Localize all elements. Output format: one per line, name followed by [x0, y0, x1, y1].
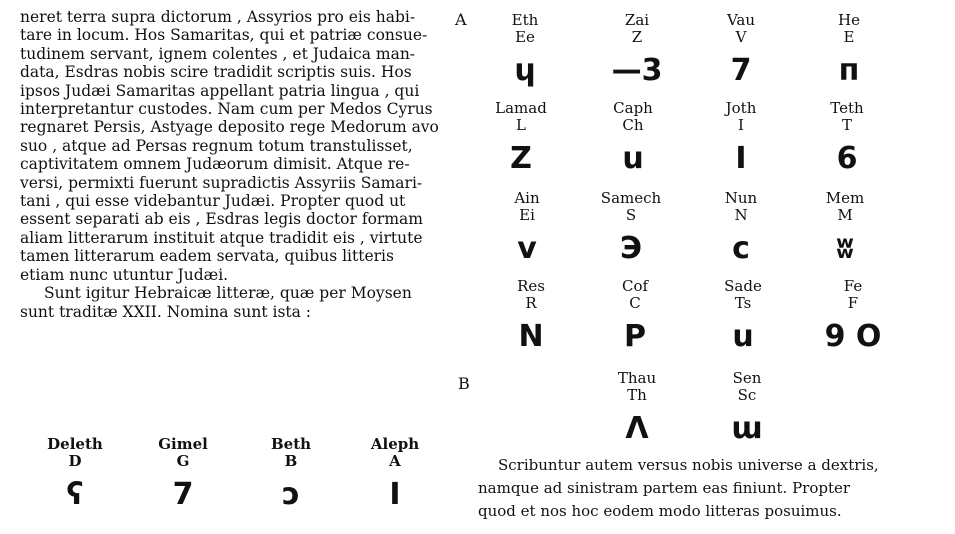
text-line: tare in locum. Hos Samaritas, qui et patriæ consue- — [20, 26, 428, 45]
glyph-icon: ɔ — [282, 477, 300, 512]
letter-name: Thau — [617, 369, 657, 387]
letter-translit: Th — [627, 386, 647, 404]
glyph-icon: 9 O — [824, 319, 882, 354]
letter-translit: Ts — [734, 294, 752, 312]
letter-name: Caph — [613, 99, 653, 117]
glyph-icon: v — [517, 231, 537, 266]
text-line: interpretantur custodes. Nam cum per Medos Cyrus — [20, 100, 433, 119]
glyph-icon: I — [389, 477, 401, 512]
latin-text-block — [20, 8, 452, 321]
letter-aleph — [350, 436, 440, 512]
letter-name: Gimel — [158, 435, 208, 453]
glyph-icon: Z — [510, 141, 532, 176]
letter-translit: M — [837, 206, 853, 224]
letter-name: Sen — [732, 369, 762, 387]
letter-translit: Sc — [737, 386, 757, 404]
letter-name: Teth — [830, 99, 864, 117]
letter-nun — [696, 190, 786, 266]
letter-sade — [698, 278, 788, 354]
letter-name: Cof — [621, 277, 649, 295]
glyph-icon: Λ — [625, 411, 649, 446]
glyph-icon: c — [732, 231, 750, 266]
letter-mem — [800, 190, 890, 266]
letter-name: Beth — [270, 435, 312, 453]
letter-name: Samech — [600, 189, 662, 207]
text-line: ipsos Judæi Samaritas appellant patria lingua , qui — [20, 81, 420, 100]
letter-joth — [696, 100, 786, 176]
letter-name: Res — [517, 277, 545, 295]
glyph-icon: P — [624, 319, 646, 354]
text-line: suo , atque ad Persas regnum totum transtulisset, — [20, 136, 413, 155]
text-line: aliam litterarum instituit atque tradidit eis , virtute — [20, 228, 423, 247]
text-line: namque ad sinistram partem eas finiunt. Propter — [478, 479, 851, 497]
letter-translit: V — [735, 28, 747, 46]
letter-vau — [696, 12, 786, 88]
glyph-icon: u — [732, 319, 754, 354]
marker-b: B — [458, 374, 470, 393]
letter-translit: T — [841, 116, 852, 134]
letter-name: Ain — [514, 189, 540, 207]
glyph-icon: ɯ — [731, 411, 763, 446]
letter-res — [486, 278, 576, 354]
letter-ain — [482, 190, 572, 266]
glyph-icon: Э — [619, 231, 643, 266]
letter-translit: Z — [631, 28, 643, 46]
text-line: sunt traditæ XXII. Nomina sunt ista : — [20, 302, 312, 321]
letter-name: Lamad — [495, 99, 547, 117]
glyph-icon: u — [622, 141, 644, 176]
glyph-icon: 7 — [172, 477, 194, 512]
letter-fe — [808, 278, 898, 354]
letter-translit: D — [68, 452, 82, 470]
text-line: Sunt igitur Hebraicæ litteræ, quæ per Moysen — [44, 284, 412, 303]
letter-eth — [480, 12, 570, 88]
glyph-icon: I — [735, 141, 747, 176]
letter-translit: N — [734, 206, 748, 224]
text-line: quod et nos hoc eodem modo litteras posuimus. — [478, 502, 842, 520]
glyph-icon: 7 — [730, 53, 752, 88]
letter-name: Eth — [511, 11, 539, 29]
letter-translit: G — [176, 452, 190, 470]
glyph-icon: ɥ — [514, 53, 536, 88]
glyph-icon: —3 — [611, 53, 663, 88]
letter-translit: I — [738, 116, 744, 134]
letter-gimel — [138, 436, 228, 512]
letter-caph — [588, 100, 678, 176]
letter-translit: E — [843, 28, 855, 46]
letter-name: Joth — [725, 99, 757, 117]
letter-name: Deleth — [47, 435, 103, 453]
text-line: data, Esdras nobis scire tradidit scriptis suis. Hos — [20, 63, 412, 82]
letter-sen — [702, 370, 792, 446]
letter-samech — [586, 190, 676, 266]
letter-translit: Ei — [519, 206, 535, 224]
text-line: tamen litterarum eadem servata, quibus litteris — [20, 247, 394, 266]
text-line: etiam nunc utuntur Judæi. — [20, 265, 229, 284]
letter-translit: L — [516, 116, 526, 134]
letter-name: Nun — [724, 189, 758, 207]
letter-name: Vau — [726, 11, 756, 29]
letter-beth — [246, 436, 336, 512]
glyph-icon: ʬ — [836, 231, 854, 266]
letter-thau — [592, 370, 682, 446]
letter-he — [804, 12, 894, 88]
letter-translit: R — [525, 294, 537, 312]
text-line: versi, permixti fuerunt supradictis Assyriis Samari- — [20, 173, 423, 192]
letter-deleth — [30, 436, 120, 512]
text-line: Scribuntur autem versus nobis universe a dextris, — [498, 456, 879, 474]
glyph-icon: ʕ — [66, 477, 84, 512]
letter-name: Zai — [624, 11, 650, 29]
text-line: captivitatem omnem Judæorum dimisit. Atque re- — [20, 155, 410, 174]
letter-translit: F — [847, 294, 859, 312]
letter-translit: C — [629, 294, 641, 312]
glyph-icon: 6 — [836, 141, 858, 176]
letter-name: Sade — [724, 277, 762, 295]
marker-a: A — [455, 10, 467, 29]
text-line: essent separati ab eis , Esdras legis doctor formam — [20, 210, 423, 229]
letter-translit: Ch — [622, 116, 644, 134]
letter-teth — [802, 100, 892, 176]
letter-translit: S — [625, 206, 637, 224]
letter-cof — [590, 278, 680, 354]
letter-zai — [592, 12, 682, 88]
letter-name: He — [838, 11, 860, 29]
letter-translit: A — [389, 452, 401, 470]
glyph-icon: N — [518, 319, 544, 354]
text-line: tani , qui esse videbantur Judæi. Propter quod ut — [20, 192, 406, 211]
letter-lamad — [476, 100, 566, 176]
letter-name: Aleph — [370, 435, 420, 453]
scribuntur-text-block — [478, 454, 903, 523]
text-line: neret terra supra dictorum , Assyrios pro eis habi- — [20, 8, 416, 26]
letter-name: Mem — [825, 189, 865, 207]
glyph-icon: ᴨ — [838, 53, 860, 88]
text-line: tudinem servant, ignem colentes , et Judaica man- — [20, 44, 416, 63]
letter-translit: B — [284, 452, 298, 470]
text-line: regnaret Persis, Astyage deposito rege Medorum avo — [20, 118, 439, 137]
letter-translit: Ee — [515, 28, 535, 46]
letter-name: Fe — [843, 277, 863, 295]
